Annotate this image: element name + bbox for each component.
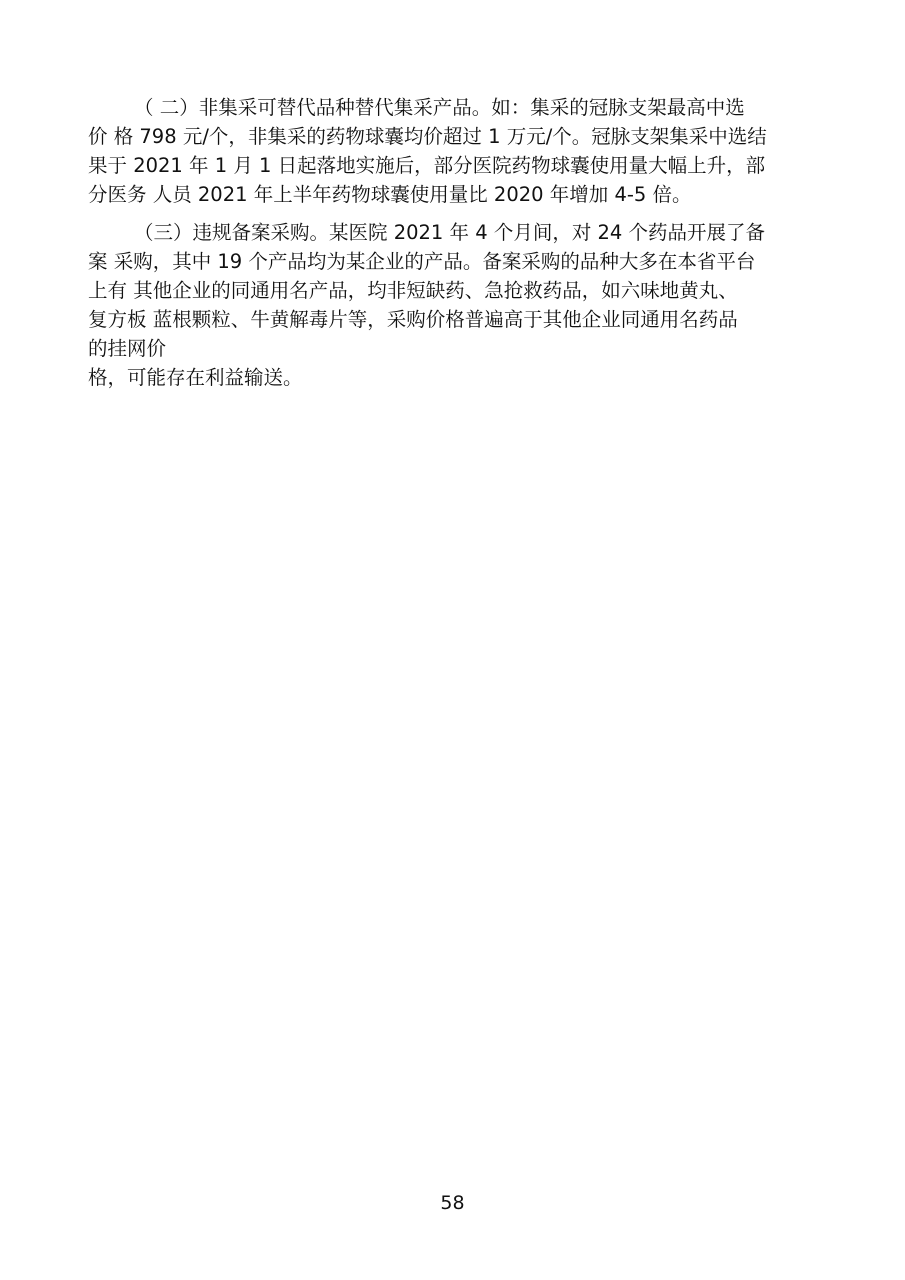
paragraph-1-line-1: （ 二）非集采可替代品种替代集采产品。如：集采的冠脉支架最高中选 xyxy=(134,96,745,119)
paragraph-2-line-6: 格，可能存在利益输送。 xyxy=(88,366,303,389)
paragraph-1 xyxy=(88,93,820,209)
paragraph-2-line-2: 案 采购，其中 19 个产品均为某企业的产品。备案采购的品种大多在本省平台 xyxy=(88,250,756,273)
paragraph-1-line-4: 分医务 人员 2021 年上半年药物球囊使用量比 2020 年增加 4-5 倍。 xyxy=(88,183,692,206)
page-number: 58 xyxy=(440,1192,465,1214)
paragraph-2 xyxy=(88,218,820,392)
document-body xyxy=(88,93,820,392)
paragraph-2-line-1: （三）违规备案采购。某医院 2021 年 4 个月间，对 24 个药品开展了备 xyxy=(134,221,766,244)
paragraph-gap xyxy=(88,209,820,218)
paragraph-2-line-4: 复方板 蓝根颗粒、牛黄解毒片等，采购价格普遍高于其他企业同通用名药品 xyxy=(88,308,738,331)
paragraph-1-line-3: 果于 2021 年 1 月 1 日起落地实施后，部分医院药物球囊使用量大幅上升，部 xyxy=(88,154,766,177)
paragraph-1-line-2: 价 格 798 元/个，非集采的药物球囊均价超过 1 万元/个。冠脉支架集采中选结 xyxy=(88,125,767,148)
paragraph-2-line-3: 上有 其他企业的同通用名产品，均非短缺药、急抢救药品，如六味地黄丸、 xyxy=(88,279,738,302)
paragraph-2-line-5: 的挂网价 xyxy=(88,337,167,360)
